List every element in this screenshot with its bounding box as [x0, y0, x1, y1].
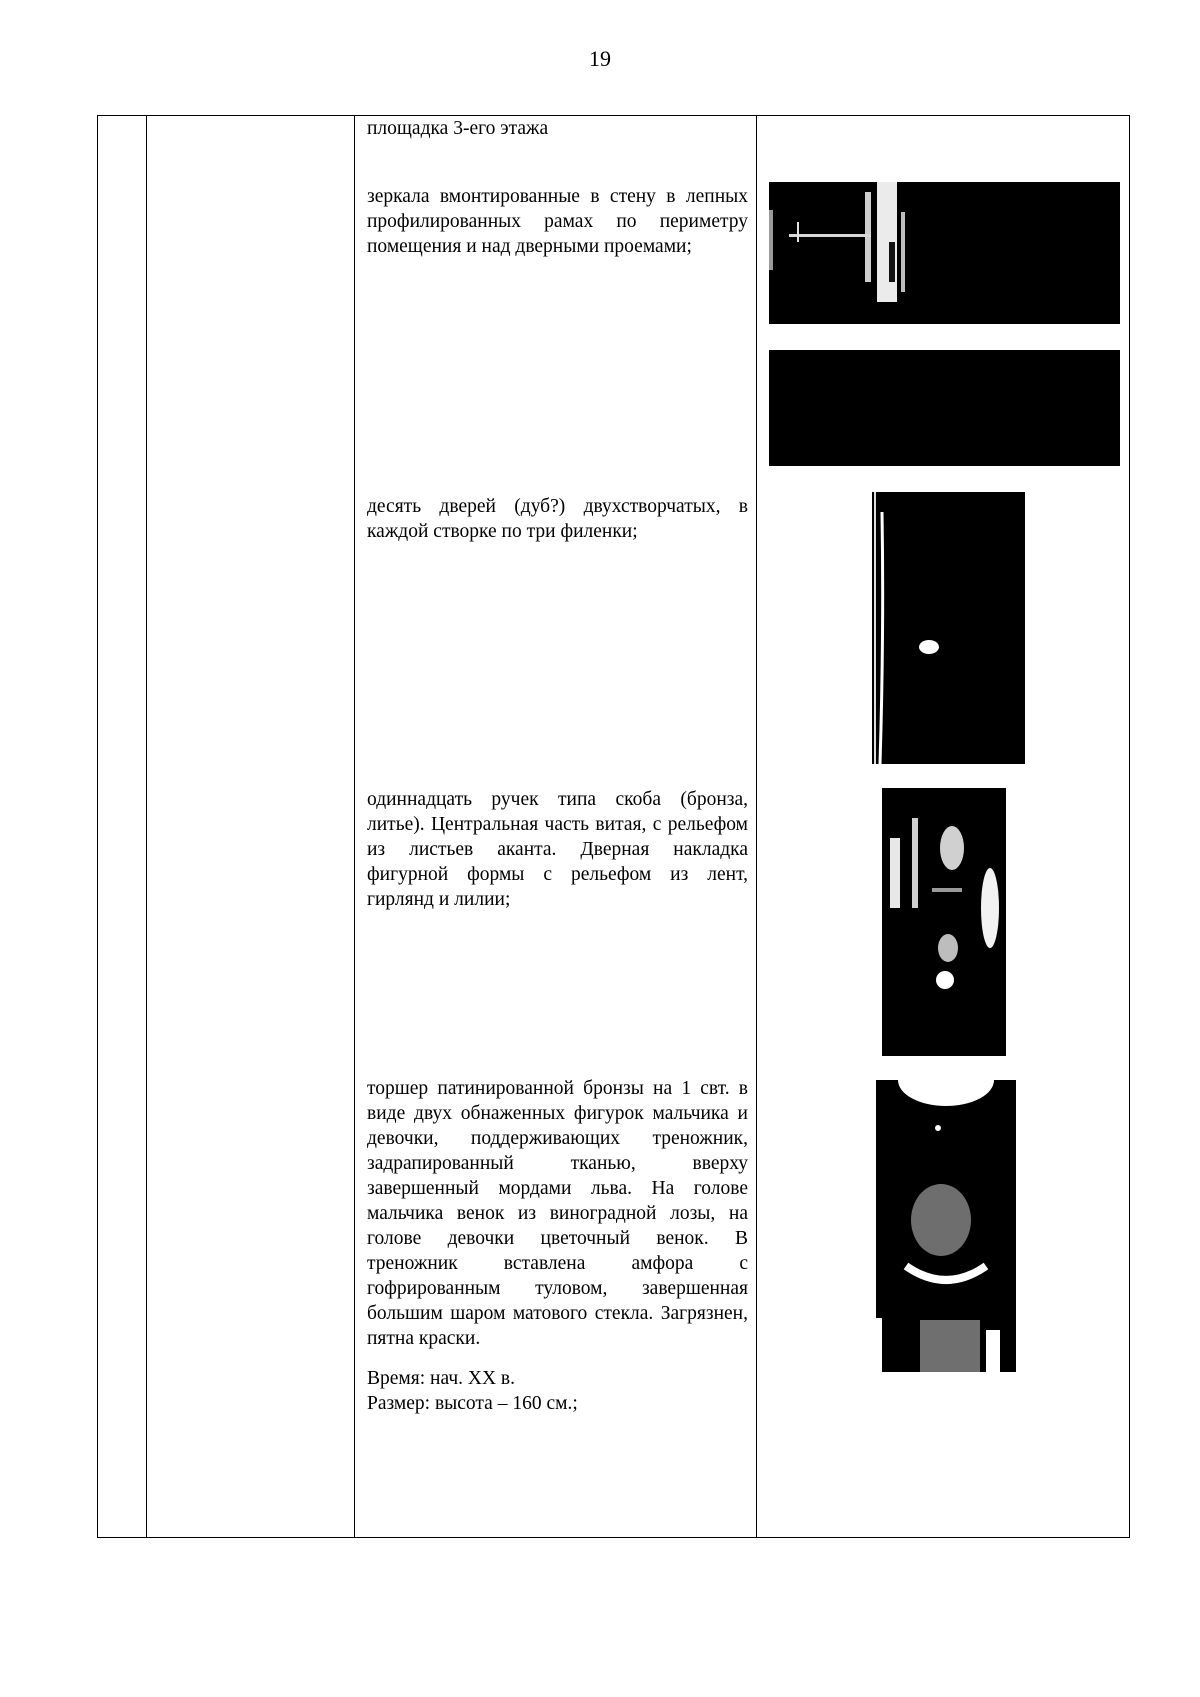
mirror-photo-1: [769, 182, 1120, 324]
table-divider-2: [354, 115, 355, 1538]
entry-handles: одиннадцать ручек типа скоба (бронза, литье). Центральная часть витая, с рельефом из листьев аканта. Дверная накладка фигурной формы с рельефом из лент, гирлянд и лилии;: [367, 789, 748, 910]
table-divider-1: [146, 115, 147, 1538]
table-border-left: [97, 115, 98, 1538]
entry-mirrors: зеркала вмонтированные в стену в лепных профилированных рамах по периметру помещения и над дверными проемами;: [367, 186, 748, 257]
table-divider-3: [756, 115, 757, 1538]
entry-floor-lamp: торшер патинированной бронзы на 1 свт. в виде двух обнаженных фигурок мальчика и девочки, поддерживающих треножник, задрапированный тканью, вверху завершенный мордами льва. На голове мальчика венок из виноградной лозы, на голове девочки цветочный венок. В треножник вставлена амфора с гофрированным туловом, завершенная большим шаром матового стекла. Загрязнен, пятна краски.: [367, 1078, 748, 1349]
handle-photo: [882, 788, 1006, 1056]
floor-lamp-photo: [876, 1080, 1016, 1372]
page-number: 19: [589, 46, 611, 71]
entry-floor-lamp-date: Время: нач. XX в.: [367, 1368, 516, 1389]
entry-floor-lamp-size: Размер: высота – 160 см.;: [367, 1393, 578, 1414]
table-border-bottom: [97, 1537, 1130, 1538]
table-border-right: [1129, 115, 1130, 1538]
door-photo: [866, 492, 1025, 764]
mirror-photo-2: [769, 350, 1120, 466]
entry-doors: десять дверей (дуб?) двухстворчатых, в каждой створке по три филенки;: [367, 496, 748, 542]
entry-stair-landing: площадка 3-его этажа: [367, 118, 549, 139]
